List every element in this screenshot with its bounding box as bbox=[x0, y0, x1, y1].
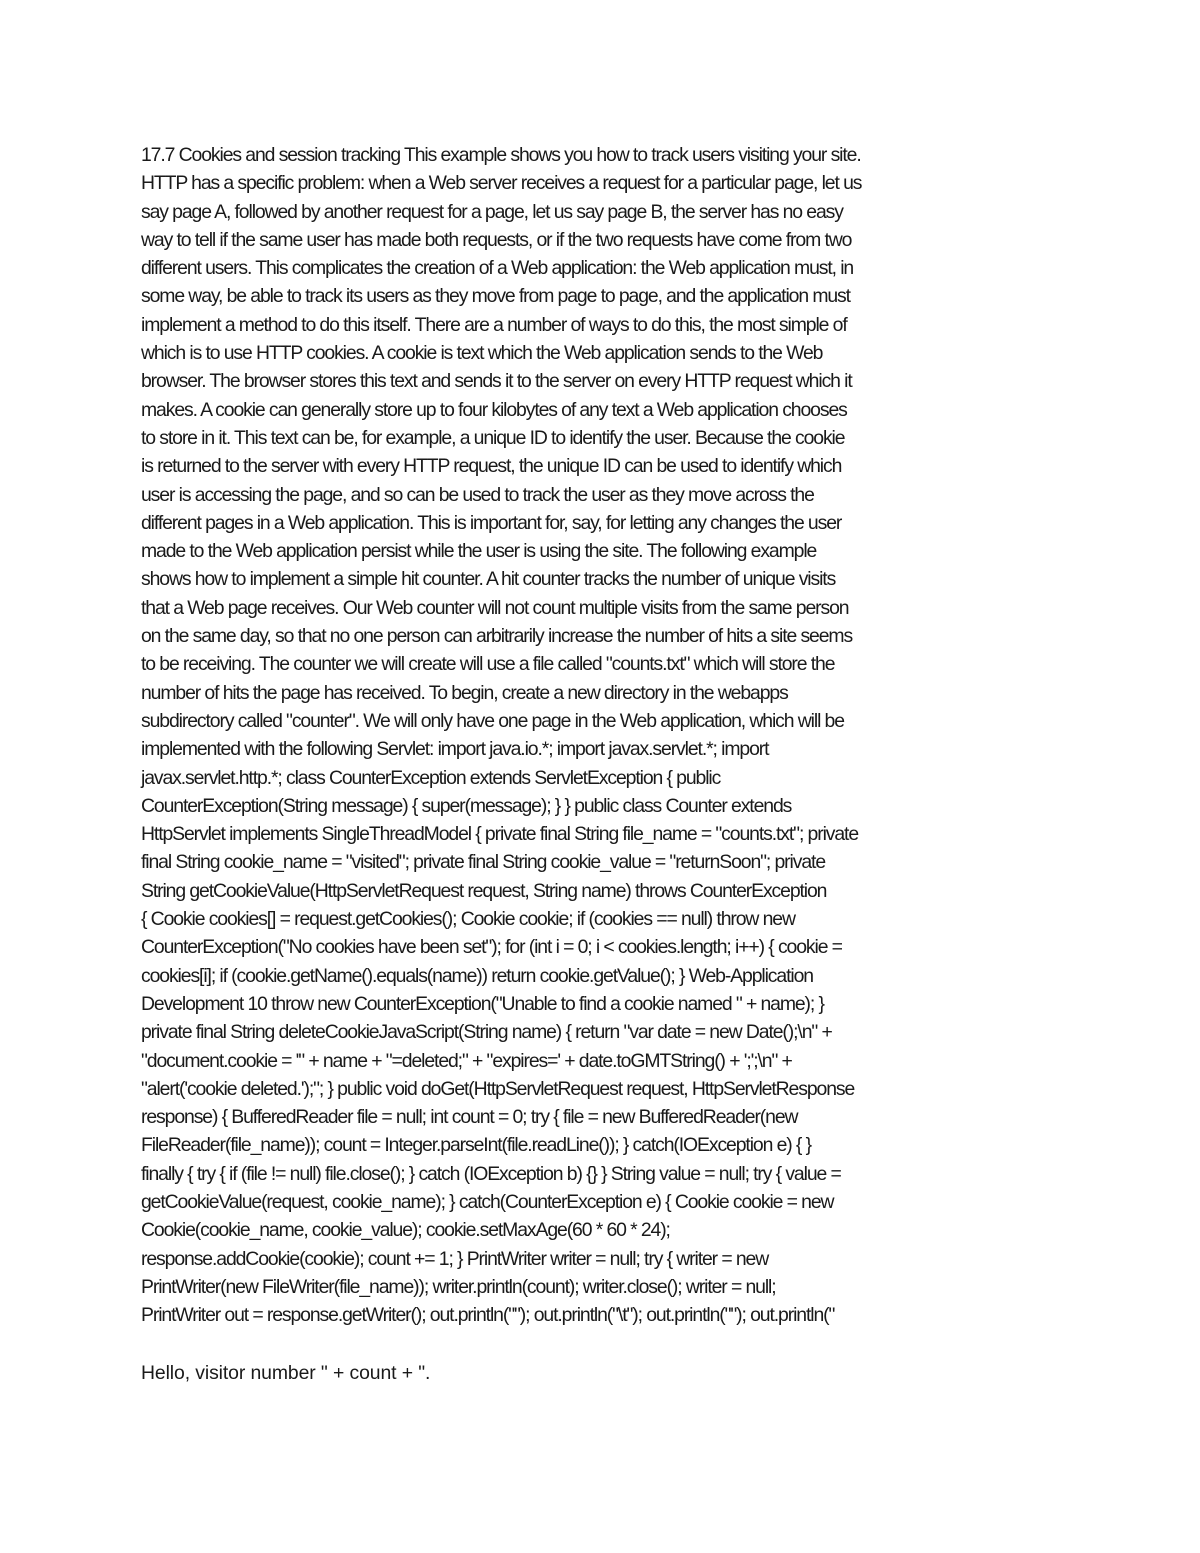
body-line: "alert('cookie deleted.');"; } public void doGet(HttpServletRequest request, HttpServletResponse bbox=[141, 1077, 855, 1100]
body-line: user is accessing the page, and so can be used to track the user as they move across the bbox=[141, 483, 814, 506]
body-line: some way, be able to track its users as they move from page to page, and the application must bbox=[141, 285, 850, 308]
body-line: number of hits the page has received. To begin, create a new directory in the webapps bbox=[141, 681, 788, 704]
body-line: which is to use HTTP cookies. A cookie is text which the Web application sends to the Web bbox=[141, 342, 823, 365]
body-line: implemented with the following Servlet: import java.io.*; import javax.servlet.*; import bbox=[141, 738, 769, 761]
body-line: String getCookieValue(HttpServletRequest request, String name) throws CounterException bbox=[141, 879, 827, 902]
body-line: shows how to implement a simple hit counter. A hit counter tracks the number of unique visits bbox=[141, 568, 836, 591]
closing-line: Hello, visitor number " + count + ". bbox=[141, 1362, 431, 1384]
body-line: final String cookie_name = "visited"; private final String cookie_value = "returnSoon"; private bbox=[141, 851, 826, 874]
body-line: makes. A cookie can generally store up to four kilobytes of any text a Web application chooses bbox=[141, 398, 847, 421]
body-line: CounterException(String message) { super(message); } } public class Counter extends bbox=[141, 794, 792, 817]
body-line: javax.servlet.http.*; class CounterException extends ServletException { public bbox=[141, 766, 721, 789]
body-line: to store in it. This text can be, for example, a unique ID to identify the user. Because the cookie bbox=[141, 426, 845, 449]
body-line: HttpServlet implements SingleThreadModel { private final String file_name = "counts.txt"; private bbox=[141, 823, 859, 846]
body-line: finally { try { if (file != null) file.close(); } catch (IOException b) {} } String value = null; try { value = bbox=[141, 1162, 841, 1185]
body-line: PrintWriter out = response.getWriter(); out.println(""); out.println("\t"); out.println(""); out.println(" bbox=[141, 1304, 835, 1327]
body-line: response) { BufferedReader file = null; int count = 0; try { file = new BufferedReader(new bbox=[141, 1106, 798, 1129]
body-line: { Cookie cookies[] = request.getCookies(); Cookie cookie; if (cookies == null) throw new bbox=[141, 908, 795, 931]
body-line: CounterException("No cookies have been set"); for (int i = 0; i < cookies.length; i++) { cookie = bbox=[141, 936, 842, 959]
body-line: getCookieValue(request, cookie_name); } catch(CounterException e) { Cookie cookie = new bbox=[141, 1190, 834, 1213]
body-line: made to the Web application persist while the user is using the site. The following example bbox=[141, 540, 817, 563]
body-line: say page A, followed by another request for a page, let us say page B, the server has no easy bbox=[141, 200, 843, 223]
body-line: HTTP has a specific problem: when a Web server receives a request for a particular page, let us bbox=[141, 172, 862, 195]
body-line: way to tell if the same user has made both requests, or if the two requests have come from two bbox=[141, 228, 852, 251]
body-line: response.addCookie(cookie); count += 1; } PrintWriter writer = null; try { writer = new bbox=[141, 1247, 769, 1270]
body-line: Cookie(cookie_name, cookie_value); cookie.setMaxAge(60 * 60 * 24); bbox=[141, 1219, 670, 1242]
body-line: subdirectory called "counter". We will only have one page in the Web application, which will be bbox=[141, 709, 844, 732]
body-line: different users. This complicates the creation of a Web application: the Web application must, in bbox=[141, 257, 854, 280]
body-line: FileReader(file_name)); count = Integer.parseInt(file.readLine()); } catch(IOException e) { } bbox=[141, 1134, 811, 1157]
body-line: private final String deleteCookieJavaScript(String name) { return "var date = new Date();\n" + bbox=[141, 1021, 832, 1044]
body-line: browser. The browser stores this text and sends it to the server on every HTTP request which it bbox=[141, 370, 852, 393]
body-line: that a Web page receives. Our Web counter will not count multiple visits from the same person bbox=[141, 596, 849, 619]
body-line: is returned to the server with every HTTP request, the unique ID can be used to identify which bbox=[141, 455, 842, 478]
body-line: on the same day, so that no one person can arbitrarily increase the number of hits a site seems bbox=[141, 625, 853, 648]
body-line: to be receiving. The counter we will create will use a file called "counts.txt" which will store the bbox=[141, 653, 835, 676]
body-line: PrintWriter(new FileWriter(file_name)); writer.println(count); writer.close(); writer = null; bbox=[141, 1275, 776, 1298]
body-line: 17.7 Cookies and session tracking This example shows you how to track users visiting your site. bbox=[141, 144, 861, 166]
body-line: cookies[i]; if (cookie.getName().equals(name)) return cookie.getValue(); } Web-Application bbox=[141, 964, 813, 987]
body-line: different pages in a Web application. This is important for, say, for letting any changes the user bbox=[141, 511, 842, 534]
body-line: implement a method to do this itself. There are a number of ways to do this, the most simple of bbox=[141, 313, 847, 336]
document-body-text bbox=[141, 141, 1071, 1329]
body-line: "document.cookie = '" + name + "=deleted;" + "expires=' + date.toGMTString() + ';';\n" + bbox=[141, 1049, 792, 1072]
body-line: Development 10 throw new CounterException("Unable to find a cookie named " + name); } bbox=[141, 992, 824, 1015]
